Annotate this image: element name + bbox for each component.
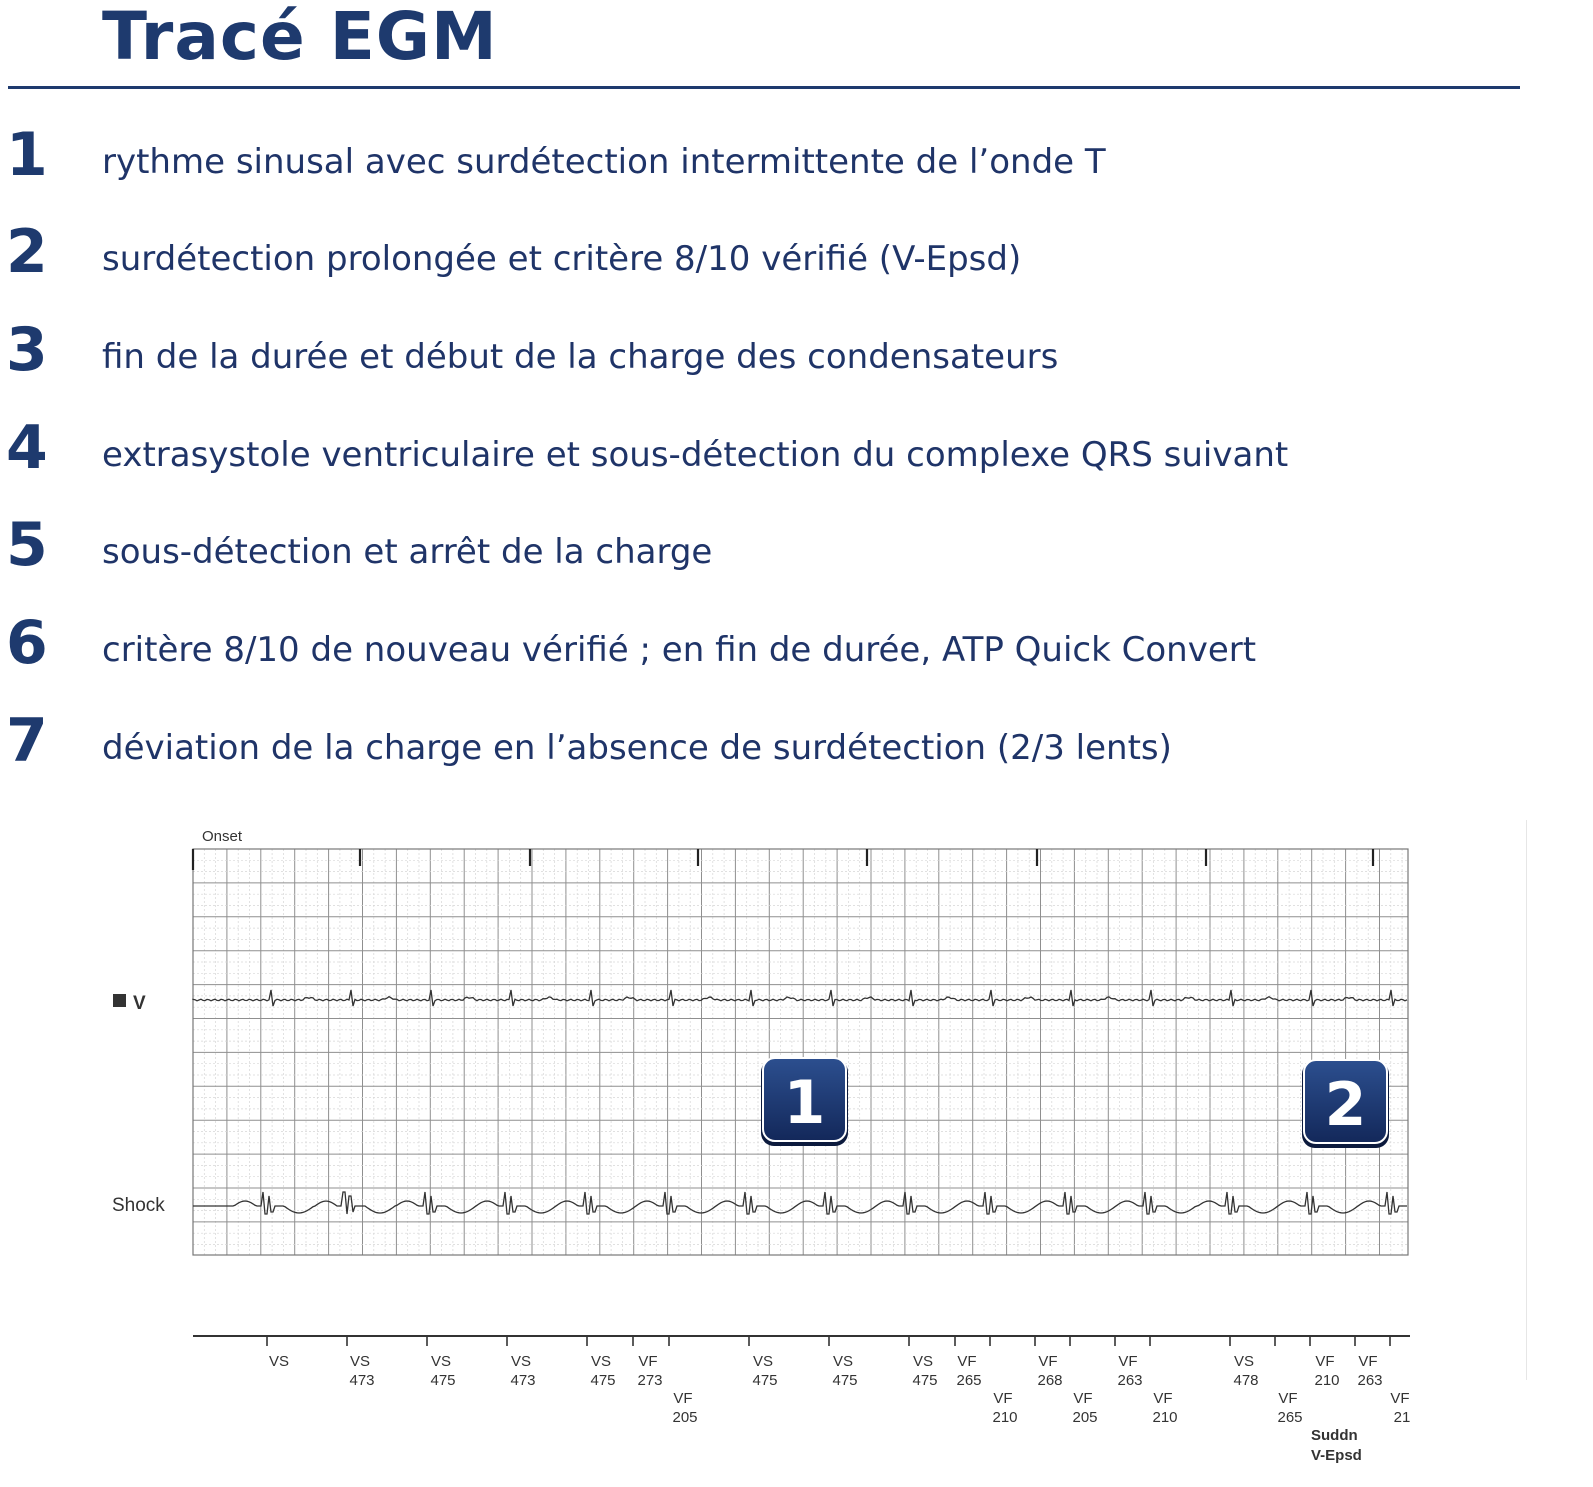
marker-type: VF [638, 1353, 658, 1370]
badge-1 [761, 1058, 848, 1146]
marker-interval: 478 [1233, 1372, 1259, 1389]
channel-v-label: V [133, 993, 146, 1014]
marker-type: VS [590, 1353, 612, 1370]
item-number: 1 [6, 120, 48, 190]
marker-type: VF [1153, 1390, 1173, 1407]
marker-interval: 475 [912, 1372, 938, 1389]
page-title: Tracé EGM [102, 0, 498, 75]
channel-shock-label: Shock [112, 1195, 165, 1216]
marker-type: VF [957, 1353, 977, 1370]
marker-type: VS [1233, 1353, 1255, 1370]
title-rule [8, 86, 1520, 89]
episode-label-suddn: Suddn [1311, 1427, 1358, 1444]
marker-type: VF [1118, 1353, 1138, 1370]
marker-interval: 265 [956, 1372, 982, 1389]
item-text: rythme sinusal avec surdétection intermittente de l’onde T [102, 142, 1106, 182]
item-text: surdétection prolongée et critère 8/10 vérifié (V-Epsd) [102, 239, 1022, 279]
marker-interval: 263 [1117, 1372, 1143, 1389]
marker-interval: 205 [1072, 1409, 1098, 1426]
marker-type: VS [832, 1353, 854, 1370]
item-number: 2 [6, 217, 48, 287]
onset-label: Onset [202, 828, 243, 845]
episode-label-vepsd: V-Epsd [1311, 1447, 1362, 1464]
item-number: 5 [6, 510, 48, 580]
marker-interval: 475 [752, 1372, 778, 1389]
onset-ticks [193, 849, 1373, 870]
marker-interval: 210 [1152, 1409, 1178, 1426]
marker-interval: 205 [672, 1409, 698, 1426]
marker-interval: 268 [1037, 1372, 1063, 1389]
badge-1-label: 1 [783, 1068, 826, 1138]
egm-strip [0, 810, 1560, 1487]
marker-interval: 210 [1314, 1372, 1340, 1389]
item-number: 4 [6, 413, 48, 483]
marker-type: VF [1315, 1353, 1335, 1370]
item-text: critère 8/10 de nouveau vérifié ; en fin de durée, ATP Quick Convert [102, 630, 1257, 670]
marker-type: VS [752, 1353, 774, 1370]
channel-v-trace [193, 990, 1407, 1006]
marker-type: VS [510, 1353, 532, 1370]
item-number: 6 [6, 608, 48, 678]
marker-interval: 475 [832, 1372, 858, 1389]
marker-interval: 475 [590, 1372, 616, 1389]
marker-interval: 475 [430, 1372, 456, 1389]
marker-type: VF [1038, 1353, 1058, 1370]
marker-interval: 473 [349, 1372, 375, 1389]
marker-type: VF [1358, 1353, 1378, 1370]
marker-interval: 273 [637, 1372, 663, 1389]
item-text: fin de la durée et début de la charge des condensateurs [102, 337, 1059, 377]
marker-interval: 210 [992, 1409, 1018, 1426]
marker-type: VF [1073, 1390, 1093, 1407]
marker-interval: 473 [510, 1372, 536, 1389]
marker-type: VF [993, 1390, 1013, 1407]
item-text: extrasystole ventriculaire et sous-détection du complexe QRS suivant [102, 435, 1289, 475]
marker-interval: 265 [1277, 1409, 1303, 1426]
channel-v-marker-icon [113, 994, 126, 1007]
item-text: déviation de la charge en l’absence de surdétection (2/3 lents) [102, 728, 1172, 768]
item-text: sous-détection et arrêt de la charge [102, 532, 713, 572]
marker-interval: 21 [1393, 1409, 1411, 1426]
marker-annotations [267, 1336, 1410, 1426]
marker-type: VS [430, 1353, 452, 1370]
marker-type: VF [673, 1390, 693, 1407]
marker-type: VF [1390, 1390, 1410, 1407]
egm-grid [193, 849, 1408, 1255]
marker-type: VS [912, 1353, 934, 1370]
marker-interval: 263 [1357, 1372, 1383, 1389]
marker-type: VS [349, 1353, 371, 1370]
channel-shock-trace [193, 1192, 1407, 1214]
badge-2 [1302, 1060, 1389, 1148]
marker-type: VF [1278, 1390, 1298, 1407]
item-number: 7 [6, 706, 48, 776]
item-number: 3 [6, 315, 48, 385]
marker-type: VS [268, 1353, 290, 1370]
badge-2-label: 2 [1324, 1070, 1367, 1140]
